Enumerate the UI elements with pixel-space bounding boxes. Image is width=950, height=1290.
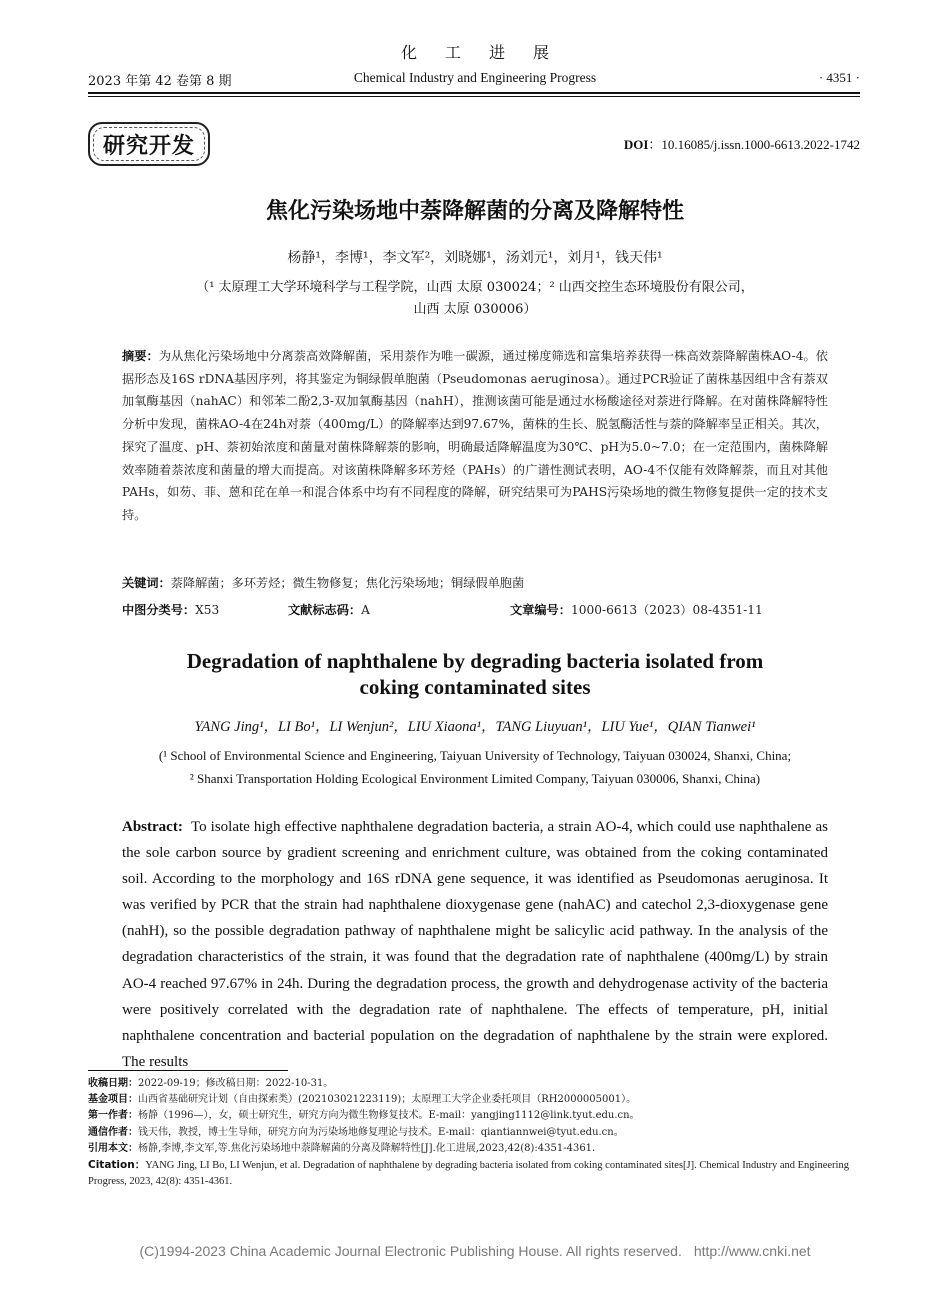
title-en-line: Degradation of naphthalene by degrading bacteria isolated from [186, 649, 764, 673]
first-author-value: 杨静（1996—），女，硕士研究生，研究方向为微生物修复技术。E-mail：yangjing1112@link.tyut.edu.cn。 [138, 1110, 640, 1122]
cite-cn-label: 引用本文： [88, 1142, 138, 1154]
doc-code-value: A [361, 603, 370, 617]
footnote-received [88, 1076, 860, 1092]
affiliation-cn-line: 山西 太原 030006） [413, 302, 537, 317]
clc-label: 中图分类号： [122, 603, 196, 617]
received-label: 收稿日期： [88, 1078, 138, 1089]
affiliation-cn-line: （¹ 太原理工大学环境科学与工程学院，山西 太原 030024；² 山西交控生态环境股份有限公司， [196, 280, 754, 295]
article-number [510, 601, 763, 618]
authors-cn: 杨静¹，李博¹，李文军²，刘晓娜¹，汤刘元¹，刘月¹，钱天伟¹ [287, 250, 663, 266]
clc-number [122, 601, 219, 618]
doi[interactable] [624, 134, 860, 153]
article-no-value: 1000-6613（2023）08-4351-11 [570, 603, 763, 617]
journal-title-cn: 化工进展 [400, 43, 577, 62]
doc-code-label: 文献标志码： [288, 603, 362, 617]
section-tag-label: 研究开发 [102, 132, 195, 159]
abstract-cn-text: 为从焦化污染场地中分离萘高效降解菌，采用萘作为唯一碳源，通过梯度筛选和富集培养获得一株高效萘降解菌株AO-4。依据形态及16S rDNA基因序列，将其鉴定为铜绿假单胞菌（Pseudomonas aeruginosa）。通过PCR验证了菌株基因组中含有萘双加氧酶基因（nahAC）和邻苯二酚2,3-双加氧酶基因（nahH），推测该菌可能是通过水杨酸途径对萘进行降解。在对菌株降解特性分析中发现，菌株AO-4在24h对萘（400mg/L）的降解率达到97.67%，菌株的生长、脱氢酶活性与萘的降解率呈正相关。其次，探究了温度、pH、萘初始浓度和菌量对菌株降解萘的影响，明确最适降解温度为30℃、pH为5.0~7.0；在一定范围内，菌株降解效率随着萘浓度和菌量的增大而提高。对该菌株降解多环芳烃（PAHs）的广谱性测试表明，AO-4不仅能有效降解萘，而且对其他PAHs，如芴、菲、蒽和芘在单一和混合体系中均有不同程度的降解，研究结果可为PAHS污染场地的微生物修复提供一定的技术支持。 [122, 349, 828, 522]
abstract-en-text: To isolate high effective naphthalene degradation bacteria, a strain AO-4, which could use naphthalene as the sole carbon source by gradient screening and enrichment culture, was obtained from the coking contaminated soil. According to the morphology and 16S rDNA gene sequence, it was identified as Pseudomonas aeruginosa. It was verified by PCR that the strain had naphthalene dioxygenase gene (nahAC) and catechol 2,3-dioxygenase gene (nahH), so the possible degradation pathway of naphthalene might be salicylic acid pathway. In the analysis of the degradation characteristics of the strain, it was found that the degradation rate of naphthalene (400mg/L) by strain AO-4 reached 97.67% in 24h. During the degradation process, the growth and dehydrogenase activity of the bacteria were positively correlated with the degradation rate of naphthalene. The effects of temperature, pH, initial naphthalene concentration and bacterial population on the degradation of naphthalene by the strain were explored. The results [122, 819, 829, 1070]
abstract-en-label: Abstract: [122, 819, 183, 835]
footnotes [88, 1076, 860, 1190]
header-rule [88, 92, 860, 94]
doi-value: ：10.16085/j.issn.1000-6613.2022-1742 [648, 137, 860, 152]
fund-value: 山西省基础研究计划（自由探索类）(202103021223119)；太原理工大学企业委托项目（RH2000005001）。 [138, 1094, 637, 1106]
footnote-fund [88, 1092, 860, 1108]
section-tag [88, 122, 210, 166]
cite-cn-value: 杨静,李博,李文军,等.焦化污染场地中萘降解菌的分离及降解特性[J].化工进展,2023,42(8):4351-4361. [138, 1142, 596, 1154]
document-code [288, 601, 370, 618]
affiliation-en-line: (¹ School of Environmental Science and Engineering, Taiyuan University of Technology, Taiyuan 030024, Shanxi, China; [158, 748, 792, 763]
doi-label: DOI [623, 137, 649, 152]
abstract-en [122, 814, 828, 1075]
corresponding-value: 钱天伟，教授，博士生导师，研究方向为污染场地修复理论与技术。E-mail：qiantiannwei@tyut.edu.cn。 [138, 1126, 624, 1138]
keywords-text: 萘降解菌；多环芳烃；微生物修复；焦化污染场地；铜绿假单胞菌 [170, 576, 525, 590]
first-author-label: 第一作者： [88, 1110, 138, 1122]
page-number: · 4351 · [818, 70, 860, 85]
footnote-cite-en [88, 1157, 860, 1190]
keywords-cn [122, 574, 828, 591]
journal-title-en: Chemical Industry and Engineering Progress [353, 70, 597, 85]
paper-title-en [0, 648, 950, 700]
cite-en-label: Citation： [88, 1159, 146, 1172]
cite-en-value: YANG Jing, LI Bo, LI Wenjun, et al. Degradation of naphthalene by degrading bacteria isolated from coking contaminated sites[J]. Chemical Industry and Engineering Progress, 2023, 42(8): 4351-4361. [88, 1160, 849, 1188]
affiliation-en-line: ² Shanxi Transportation Holding Ecological Environment Limited Company, Taiyuan 030006, Shanxi, China) [189, 771, 761, 786]
fund-label: 基金项目： [88, 1094, 138, 1106]
footnote-cite-cn [88, 1141, 860, 1157]
issue-info: 2023 年第 42 卷第 8 期 [88, 74, 232, 89]
footnote-first-author [88, 1108, 860, 1124]
copyright-text: (C)1994-2023 China Academic Journal Electronic Publishing House. All rights reserved. [139, 1243, 682, 1259]
copyright-line [0, 1243, 950, 1259]
cnki-link[interactable]: http://www.cnki.net [693, 1243, 811, 1259]
affiliations-cn [0, 277, 950, 321]
abstract-cn [122, 345, 828, 527]
footnote-rule [88, 1070, 288, 1071]
affiliations-en [0, 744, 950, 790]
article-no-label: 文章编号： [510, 603, 571, 617]
received-value: 2022-09-19；修改稿日期：2022-10-31。 [138, 1078, 334, 1089]
header-rule-thin [88, 96, 860, 97]
keywords-label: 关键词： [122, 576, 171, 590]
paper-title-cn: 焦化污染场地中萘降解菌的分离及降解特性 [265, 199, 684, 224]
clc-value: X53 [195, 603, 220, 617]
footnote-corresponding [88, 1125, 860, 1141]
abstract-cn-label: 摘要： [122, 349, 159, 363]
corresponding-label: 通信作者： [88, 1126, 138, 1138]
authors-en: YANG Jing¹，LI Bo¹，LI Wenjun²，LIU Xiaona¹，TANG Liuyuan¹，LIU Yue¹，QIAN Tianwei¹ [194, 719, 756, 735]
title-en-line: coking contaminated sites [359, 675, 591, 699]
